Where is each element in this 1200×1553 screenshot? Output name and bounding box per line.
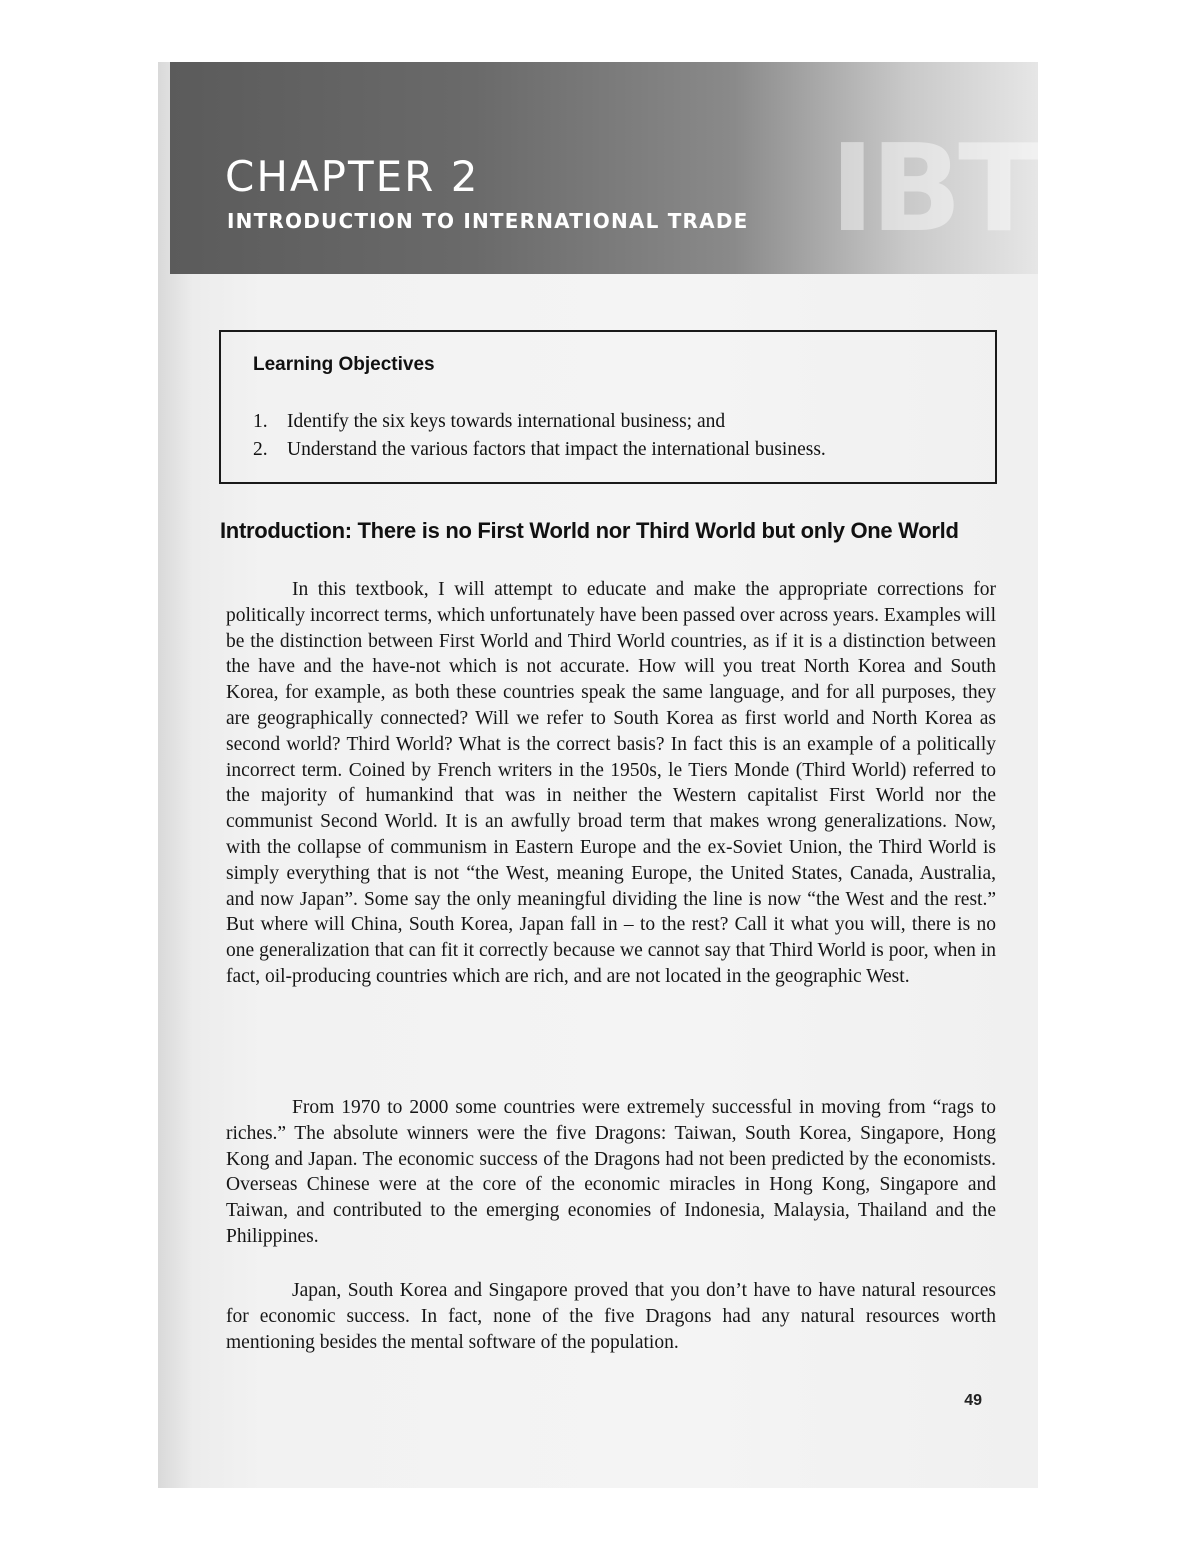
objective-item bbox=[253, 436, 826, 464]
chapter-title: CHAPTER 2 bbox=[225, 152, 480, 201]
body-paragraph: Japan, South Korea and Singapore proved that you don’t have to have natural resources for economic success. In fact, none of the five Dragons had any natural resources worth mentioning besides the mental software of the population. bbox=[226, 1280, 996, 1353]
chapter-subtitle: INTRODUCTION TO INTERNATIONAL TRADE bbox=[227, 209, 749, 233]
book-page bbox=[158, 62, 1038, 1488]
learning-objectives-box bbox=[219, 330, 997, 484]
objective-number: 1. bbox=[253, 411, 268, 432]
objective-number: 2. bbox=[253, 439, 268, 460]
learning-objectives-title: Learning Objectives bbox=[253, 354, 435, 375]
chapter-banner bbox=[170, 62, 1038, 274]
page-number: 49 bbox=[964, 1392, 982, 1409]
body-paragraph: In this textbook, I will attempt to educate and make the appropriate corrections for politically incorrect terms, which unfortunately have been passed over across years. Examples will be the distinction between First World and Third World countries, as if it is a distinction between the have and the have-not which is not accurate. How will you treat North Korea and South Korea, for example, as both these countries speak the same language, and for all purposes, they are geographically connected? Will we refer to South Korea as first world and North Korea as second world? Third World? What is the correct basis? In fact this is an example of a politically incorrect term. Coined by French writers in the 1950s, le Tiers Monde (Third World) referred to the majority of humankind that was in neither the Western capitalist First World nor the communist Second World. It is an awfully broad term that makes wrong generalizations. Now, with the collapse of communism in Eastern Europe and the ex-Soviet Union, the Third World is simply everything that is not “the West, meaning Europe, the United States, Canada, Australia, and now Japan”. Some say the only meaningful dividing the line is now “the West and the rest.” But where will China, South Korea, Japan fall in – to the rest? Call it what you will, there is no one generalization that can fit it correctly because we cannot say that Third World is poor, when in fact, oil-producing countries which are rich, and are not located in the geographic West. bbox=[226, 579, 996, 987]
objective-text: Identify the six keys towards international business; and bbox=[287, 411, 726, 432]
objective-text: Understand the various factors that impact the international business. bbox=[287, 439, 826, 460]
ibt-logo: IBT bbox=[830, 120, 1036, 259]
body-paragraph: From 1970 to 2000 some countries were extremely successful in moving from “rags to riches.” The absolute winners were the five Dragons: Taiwan, South Korea, Singapore, Hong Kong and Japan. The economic success of the Dragons had not been predicted by the economists. Overseas Chinese were at the core of the economic miracles in Hong Kong, Singapore and Taiwan, and contributed to the emerging economies of Indonesia, Malaysia, Thailand and the Philippines. bbox=[226, 1097, 996, 1247]
objective-item bbox=[253, 408, 826, 436]
learning-objectives-list bbox=[253, 408, 826, 464]
section-heading: Introduction: There is no First World nor Third World but only One World bbox=[220, 518, 959, 543]
